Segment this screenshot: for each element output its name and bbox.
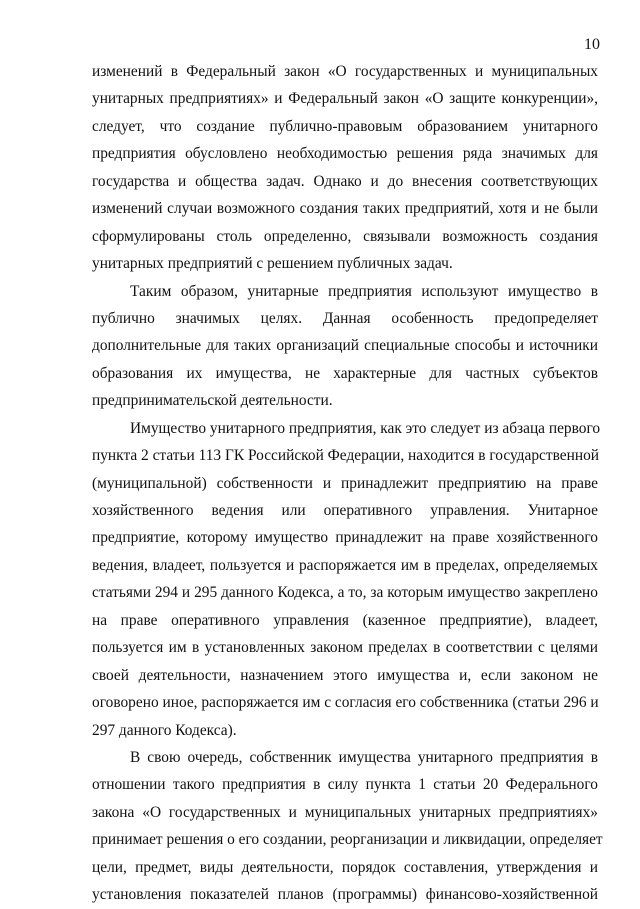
text-line: принимает решения о его создании, реорганизации и ликвидации, определяет bbox=[92, 831, 603, 849]
text-line: унитарных предприятиях» и Федеральный закон «О защите конкуренции», bbox=[92, 90, 598, 108]
text-line: отношении такого предприятия в силу пункта 1 статьи 20 Федерального bbox=[92, 776, 598, 794]
text-line: образования их имущества, не характерные для частных субъектов bbox=[92, 364, 598, 382]
page-number: 10 bbox=[584, 36, 600, 53]
text-line: пользуется им в установленных законом пределах в соответствии с целями bbox=[92, 639, 598, 657]
text-line: своей деятельности, назначением этого имущества и, если законом не bbox=[92, 666, 598, 684]
text-line: изменений в Федеральный закон «О государственных и муниципальных bbox=[92, 63, 598, 80]
text-line: Таким образом, унитарные предприятия используют имущество в bbox=[130, 282, 598, 300]
text-line: следует, что создание публично-правовым образованием унитарного bbox=[92, 117, 598, 135]
text-line: предприятия обусловлено необходимостью решения ряда значимых для bbox=[92, 145, 598, 163]
text-line: дополнительные для таких организаций специальные способы и источники bbox=[92, 337, 598, 355]
text-line: ведения, владеет, пользуется и распоряжается им в пределах, определяемых bbox=[92, 556, 598, 574]
text-line: закона «О государственных и муниципальных унитарных предприятиях» bbox=[92, 803, 598, 821]
text-line: на праве оперативного управления (казенное предприятие), владеет, bbox=[92, 611, 598, 629]
text-line: 297 данного Кодекса). bbox=[92, 721, 237, 739]
text-line: пункта 2 статьи 113 ГК Российской Федерации, находится в государственной bbox=[92, 447, 600, 465]
text-line: государства и общества задач. Однако и до внесения соответствующих bbox=[92, 172, 598, 190]
text-line: сформулированы столь определенно, связывали возможность создания bbox=[92, 227, 598, 245]
text-line: публично значимых целях. Данная особенность предопределяет bbox=[92, 309, 598, 327]
text-line: цели, предмет, виды деятельности, порядок составления, утверждения и bbox=[92, 858, 598, 876]
text-line: В свою очередь, собственник имущества унитарного предприятия в bbox=[130, 748, 598, 766]
text-line: статьями 294 и 295 данного Кодекса, а то, за которым имущество закреплено bbox=[92, 584, 598, 602]
text-line: хозяйственного ведения или оперативного управления. Унитарное bbox=[92, 502, 598, 519]
document-body bbox=[92, 58, 603, 909]
text-line: унитарных предприятий с решением публичных задач. bbox=[92, 255, 453, 273]
text-line: (муниципальной) собственности и принадлежит предприятию на праве bbox=[92, 474, 598, 492]
text-line: оговорено иное, распоряжается им с согласия его собственника (статьи 296 и bbox=[92, 694, 599, 712]
text-line: Имущество унитарного предприятия, как это следует из абзаца первого bbox=[130, 419, 601, 437]
text-line: предприятие, которому имущество принадлежит на праве хозяйственного bbox=[92, 529, 598, 547]
text-line: предпринимательской деятельности. bbox=[92, 392, 333, 410]
text-line: установления показателей планов (программы) финансово-хозяйственной bbox=[92, 886, 598, 904]
text-line: изменений случаи возможного создания таких предприятий, хотя и не были bbox=[92, 200, 598, 218]
